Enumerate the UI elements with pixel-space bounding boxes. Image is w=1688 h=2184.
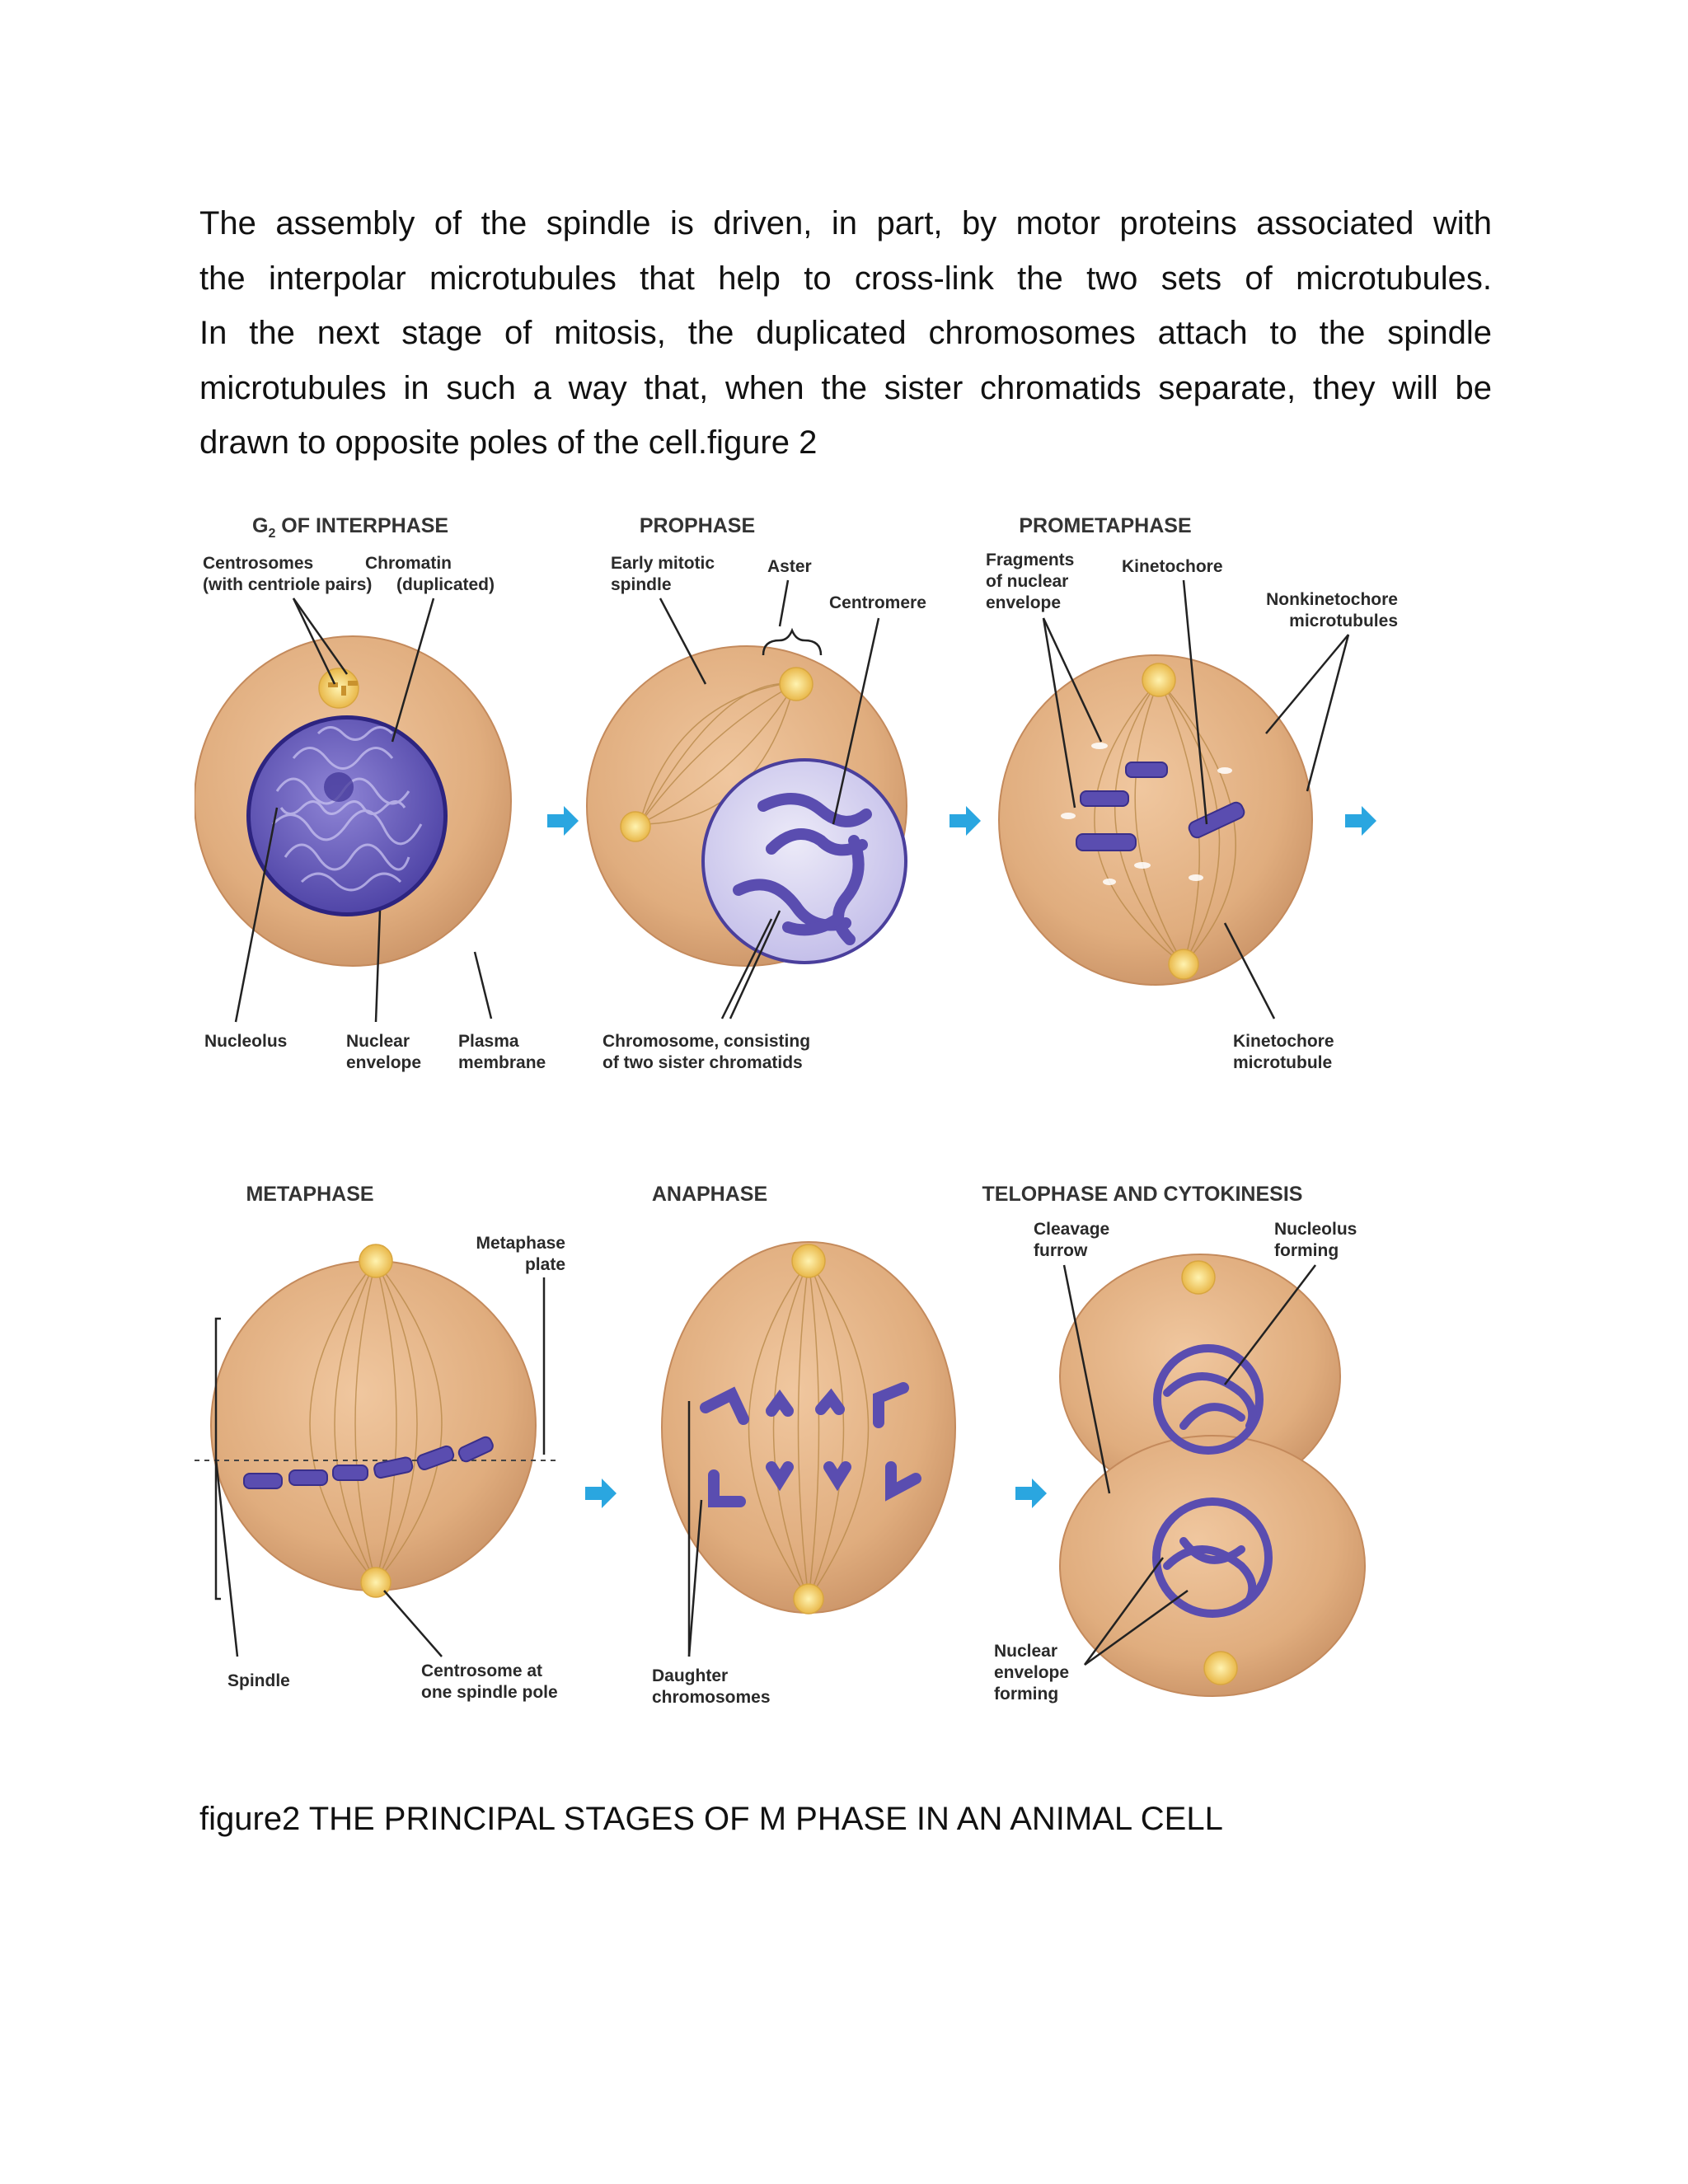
label-chromosome: Chromosome, consisting: [603, 1032, 811, 1051]
paragraph-line: microtubules in such a way that, when the sister chromatids separate, they will be: [199, 369, 1492, 406]
label-spindle: Spindle: [227, 1671, 290, 1690]
arrow-icon: [950, 806, 981, 836]
label-chromosome-sub: of two sister chromatids: [603, 1053, 803, 1072]
label-centrosomes: Centrosomes: [203, 554, 314, 573]
anaphase-cell: [662, 1242, 955, 1614]
centrosome-shape: [1169, 949, 1198, 979]
label-nonkinetochore: Nonkinetochore: [1266, 590, 1398, 609]
paragraph-line: the interpolar microtubules that help to cross-link the two sets of microtubules.: [199, 260, 1492, 297]
stage-title-prometaphase: PROMETAPHASE: [1019, 514, 1192, 537]
prophase-cell: [587, 646, 907, 966]
label-centrosome-pole: Centrosome at: [421, 1661, 543, 1680]
label-aster: Aster: [767, 557, 812, 576]
label-chromatin-sub: (duplicated): [396, 575, 495, 594]
centrosome-shape: [1204, 1652, 1237, 1685]
label-plasma-membrane-sub: membrane: [458, 1053, 546, 1072]
nucleus: [251, 719, 443, 912]
label-daughter-chromosomes-sub: chromosomes: [652, 1688, 771, 1707]
mitosis-figure: [195, 494, 1409, 1764]
label-centrosome-pole-sub: one spindle pole: [421, 1683, 558, 1702]
label-early-spindle-sub: spindle: [611, 575, 672, 594]
label-nonkinetochore-sub: microtubules: [1289, 612, 1398, 630]
stage-title-anaphase: ANAPHASE: [651, 1183, 768, 1206]
arrow-icon: [1015, 1479, 1047, 1508]
centrosome-shape: [794, 1584, 823, 1614]
metaphase-cell: [195, 1244, 557, 1597]
arrow-icon: [585, 1479, 617, 1508]
stage-title-prophase: PROPHASE: [639, 514, 756, 537]
label-nuclear-envelope-forming-sub2: forming: [994, 1685, 1059, 1704]
stage-title-g2: $G_2$ OF INTERPHASE: [252, 514, 449, 541]
label-fragments: Fragments: [986, 551, 1075, 569]
label-daughter-chromosomes: Daughter: [652, 1666, 729, 1685]
label-cleavage-furrow-sub: furrow: [1034, 1241, 1088, 1260]
label-centromere: Centromere: [829, 593, 926, 612]
label-nuclear-envelope: Nuclear: [346, 1032, 410, 1051]
label-kinetochore: Kinetochore: [1122, 557, 1223, 576]
label-nucleolus-forming: Nucleolus: [1274, 1220, 1357, 1239]
body-paragraph: [199, 196, 1492, 471]
centrosome-shape: [1182, 1261, 1215, 1294]
arrow-icon: [1345, 806, 1376, 836]
label-nucleolus: Nucleolus: [204, 1032, 288, 1051]
label-nuclear-envelope-forming: Nuclear: [994, 1642, 1058, 1661]
stage-title-metaphase: METAPHASE: [246, 1183, 374, 1206]
label-kinetochore-microtubule: Kinetochore: [1233, 1032, 1334, 1051]
centrosome-shape: [1142, 663, 1175, 696]
label-kinetochore-microtubule-sub: microtubule: [1233, 1053, 1333, 1072]
label-fragments-sub: of nuclear: [986, 572, 1069, 591]
label-plasma-membrane: Plasma: [458, 1032, 519, 1051]
arrow-icon: [547, 806, 579, 836]
label-nucleolus-forming-sub: forming: [1274, 1241, 1339, 1260]
prometaphase-cell: [999, 655, 1312, 985]
label-fragments-sub2: envelope: [986, 593, 1062, 612]
nucleolus-shape: [324, 772, 354, 802]
label-cleavage-furrow: Cleavage: [1034, 1220, 1110, 1239]
label-metaphase-plate: Metaphase: [476, 1234, 565, 1253]
centrosome-shape: [621, 812, 650, 841]
centrosome-shape: [319, 668, 359, 708]
paragraph-line: The assembly of the spindle is driven, in part, by motor proteins associated with: [199, 205, 1492, 241]
label-metaphase-plate-sub: plate: [524, 1255, 565, 1274]
label-early-spindle: Early mitotic: [611, 554, 715, 573]
stage-title-telophase: TELOPHASE AND CYTOKINESIS: [982, 1183, 1303, 1206]
centrosome-shape: [780, 668, 813, 701]
paragraph-line: drawn to opposite poles of the cell.figure 2: [199, 424, 818, 461]
centrosome-shape: [359, 1244, 392, 1277]
label-chromatin: Chromatin: [365, 554, 452, 573]
label-nuclear-envelope-sub: envelope: [346, 1053, 422, 1072]
centrosome-shape: [792, 1244, 825, 1277]
label-nuclear-envelope-forming-sub: envelope: [994, 1663, 1070, 1682]
figure-caption: figure2 THE PRINCIPAL STAGES OF M PHASE IN AN ANIMAL CELL: [199, 1801, 1223, 1837]
paragraph-line: In the next stage of mitosis, the duplicated chromosomes attach to the spindle: [199, 315, 1492, 351]
g2-interphase-cell: [195, 636, 511, 966]
label-centrosomes-sub: (with centriole pairs): [203, 575, 373, 594]
